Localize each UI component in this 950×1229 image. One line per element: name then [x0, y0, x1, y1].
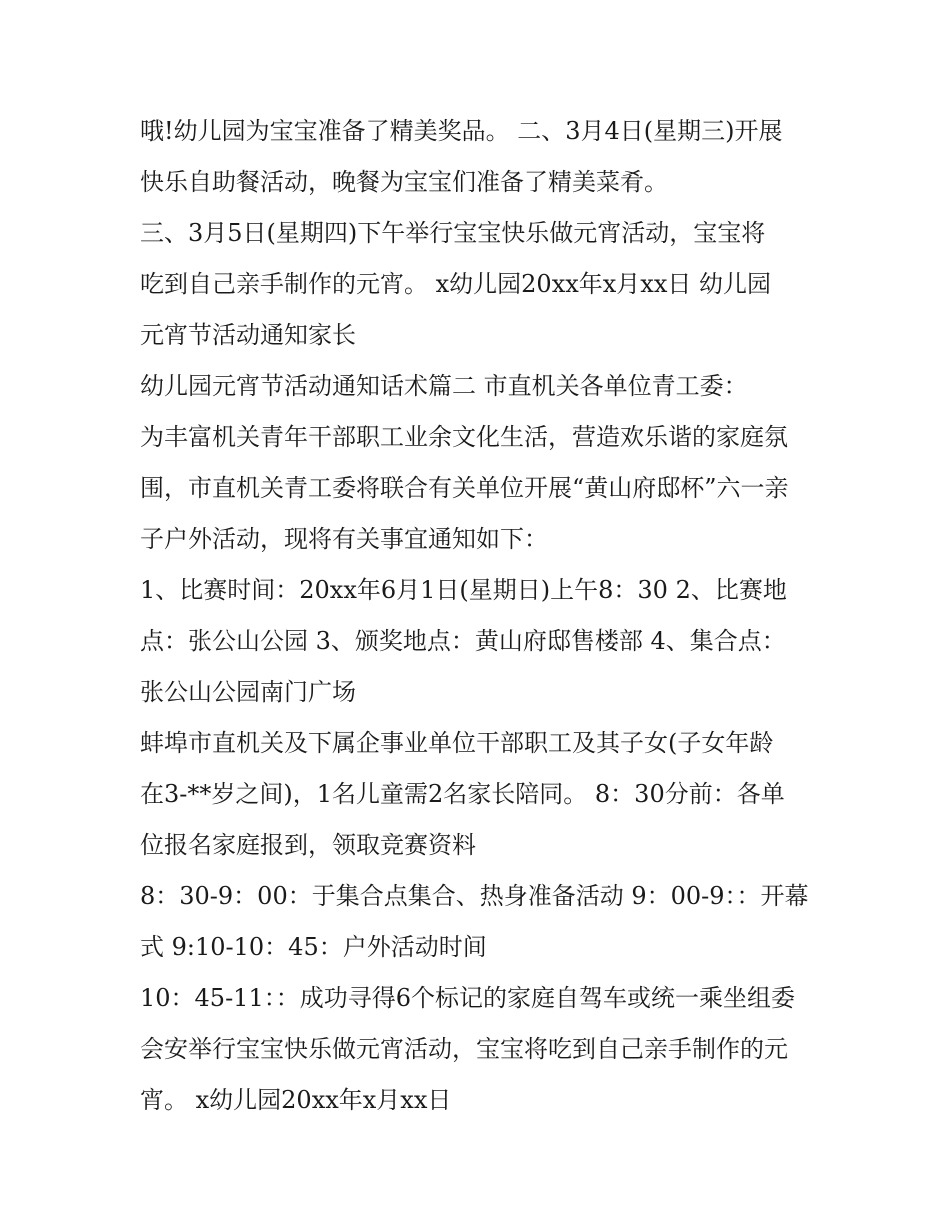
- text-line: 点：张公山公园 3、颁奖地点：黄山府邸售楼部 4、集合点：: [140, 627, 786, 655]
- text-line: 宵。 x幼儿园20xx年x月xx日: [140, 1086, 452, 1114]
- text-line: 元宵节活动通知家长: [140, 321, 356, 349]
- text-line: 张公山公园南门广场: [140, 678, 356, 706]
- text-line: 围，市直机关青工委将联合有关单位开展“黄山府邸杯”六一亲: [140, 474, 789, 502]
- text-line: 三、3月5日(星期四)下午举行宝宝快乐做元宵活动，宝宝将: [140, 219, 766, 247]
- text-line: 子户外活动，现将有关事宜通知如下：: [140, 525, 548, 553]
- text-line: 吃到自己亲手制作的元宵。 x幼儿园20xx年x月xx日 幼儿园: [140, 270, 772, 298]
- document-body: [140, 106, 830, 1126]
- text-line: 10：45-11：：成功寻得6个标记的家庭自驾车或统一乘坐组委: [140, 984, 795, 1012]
- text-line: 哦!幼儿园为宝宝准备了精美奖品。 二、3月4日(星期三)开展: [140, 117, 783, 145]
- text-line: 1、比赛时间：20xx年6月1日(星期日)上午8：30 2、比赛地: [140, 576, 787, 604]
- text-line: 8：30-9：00：于集合点集合、热身准备活动 9：00-9：：开幕: [140, 882, 809, 910]
- text-line: 快乐自助餐活动，晚餐为宝宝们准备了精美菜肴。: [140, 168, 668, 196]
- text-line: 幼儿园元宵节活动通知话术篇二 市直机关各单位青工委：: [140, 372, 748, 400]
- text-line: 在3-**岁之间)，1名儿童需2名家长陪同。 8：30分前：各单: [140, 780, 785, 808]
- text-line: 位报名家庭报到，领取竞赛资料: [140, 831, 476, 859]
- text-line: 式 9:10-10：45：户外活动时间: [140, 933, 487, 961]
- text-line: 会安举行宝宝快乐做元宵活动，宝宝将吃到自己亲手制作的元: [140, 1035, 788, 1063]
- text-line: 蚌埠市直机关及下属企事业单位干部职工及其子女(子女年龄: [140, 729, 774, 757]
- text-line: 为丰富机关青年干部职工业余文化生活，营造欢乐谐的家庭氛: [140, 423, 788, 451]
